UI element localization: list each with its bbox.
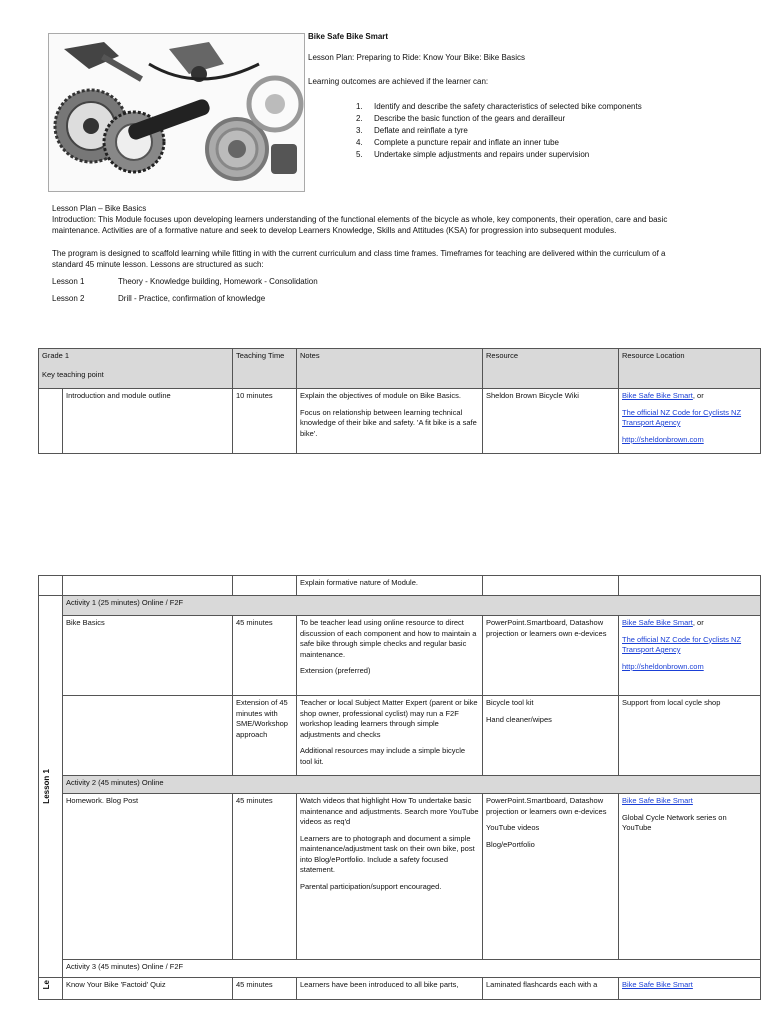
notes-cell: Learners have been introduced to all bike parts, [297, 978, 483, 1000]
outcome-item: 3. Deflate and reinflate a tyre [356, 126, 468, 135]
table-row [39, 389, 761, 454]
bike-components-illustration [49, 34, 304, 191]
time-cell: 10 minutes [233, 389, 297, 454]
table-row [39, 978, 761, 1000]
grade-table [38, 348, 761, 454]
lesson1-label-cell: Lesson 1 [39, 596, 63, 978]
time-cell: 45 minutes [233, 616, 297, 696]
lesson-table [38, 575, 761, 1000]
notes-cell: Watch videos that highlight How To undertake basic maintenance and adjustments. Search more YouTube videos as req'd Learners are to photograph and document a simple maintenance/adjustment task on their own bike, post into Blog/ePortfolio. Include a safety focused statement. Parental participation/support encouraged. [297, 794, 483, 960]
location-cell [619, 978, 761, 1000]
lesson2-label-cell: Le [39, 978, 63, 1000]
resource-cell: PowerPoint.Smartboard, Datashow projection or learners own e-devices YouTube videos Blog/ePortfolio [483, 794, 619, 960]
sheldon-brown-link[interactable]: http://sheldonbrown.com [622, 661, 704, 671]
bike-components-photo [48, 33, 305, 192]
outcomes-list [356, 101, 686, 161]
location-cell: Bike Safe Bike Smart, or The official NZ Code for Cyclists NZ Transport Agency http://sheldonbrown.com [619, 616, 761, 696]
lesson2-line: Lesson 2 Drill - Practice, confirmation of knowledge [52, 294, 266, 303]
location-cell: Bike Safe Bike Smart, or The official NZ Code for Cyclists NZ Transport Agency http://sheldonbrown.com [619, 389, 761, 454]
lesson-plan-title: Lesson Plan: Preparing to Ride: Know Your Bike: Bike Basics [308, 53, 526, 62]
teaching-time-header: Teaching Time [233, 349, 297, 389]
resource-cell: Bicycle tool kit Hand cleaner/wipes [483, 696, 619, 776]
bike-safe-link[interactable]: Bike Safe Bike Smart [622, 796, 693, 805]
table-row [39, 576, 761, 596]
resource-location-header: Resource Location [619, 349, 761, 389]
topic-cell: Introduction and module outline [63, 389, 233, 454]
notes-cell: Explain formative nature of Module. [297, 576, 483, 596]
topic-cell: Know Your Bike 'Factoid' Quiz [63, 978, 233, 1000]
sheldon-brown-link[interactable]: http://sheldonbrown.com [622, 434, 704, 444]
activity-row [39, 776, 761, 794]
outcome-item: 5. Undertake simple adjustments and repairs under supervision [356, 150, 590, 159]
outcome-item: 1. Identify and describe the safety characteristics of selected bike components [356, 102, 642, 111]
notes-cell: Teacher or local Subject Matter Expert (parent or bike shop owner, professional cyclist) may run a F2F workshop leading learners through simple adjustments and checks Additional resources may include a simple bicycle tool kit. [297, 696, 483, 776]
outcome-item: 4. Complete a puncture repair and inflate an inner tube [356, 138, 560, 147]
table-row [39, 616, 761, 696]
outcomes-intro: Learning outcomes are achieved if the learner can: [308, 77, 489, 86]
notes-cell: Explain the objectives of module on Bike Basics. Focus on relationship between learning technical knowledge of their bike and safety. 'A fit bike is a safe bike'. [297, 389, 483, 454]
table-row [39, 794, 761, 960]
bike-safe-link[interactable]: Bike Safe Bike Smart [622, 618, 693, 627]
grade-header: Grade 1 Key teaching point [39, 349, 233, 389]
intro-heading: Lesson Plan – Bike Basics [52, 204, 147, 213]
document-title: Bike Safe Bike Smart [308, 32, 389, 41]
bike-safe-link[interactable]: Bike Safe Bike Smart [622, 980, 693, 989]
notes-header: Notes [297, 349, 483, 389]
nz-code-link[interactable]: The official NZ Code for Cyclists NZ Transport Agency [622, 634, 742, 654]
outcome-item: 2. Describe the basic function of the gears and derailleur [356, 114, 566, 123]
scaffold-paragraph: The program is designed to scaffold learning while fitting in with the current curriculum and class time frames. Timeframes for teaching are delivered within the curriculum of a standard 45 minute lesson. Lessons are structured as such: [52, 249, 666, 269]
bike-safe-link[interactable]: Bike Safe Bike Smart [622, 391, 693, 400]
topic-cell: Bike Basics [63, 616, 233, 696]
activity1-heading: Activity 1 (25 minutes) Online / F2F [63, 596, 761, 616]
location-cell: Support from local cycle shop [619, 696, 761, 776]
activity-row [39, 596, 761, 616]
time-cell: 45 minutes [233, 794, 297, 960]
resource-cell: Sheldon Brown Bicycle Wiki [483, 389, 619, 454]
notes-cell: To be teacher lead using online resource to direct discussion of each component and how to maintain a safe bike through simple checks and regular basic maintenance. Extension (preferred) [297, 616, 483, 696]
topic-cell: Homework. Blog Post [63, 794, 233, 960]
activity-row [39, 960, 761, 978]
resource-cell: PowerPoint.Smartboard, Datashow projection or learners own e-devices [483, 616, 619, 696]
lesson1-line: Lesson 1 Theory - Knowledge building, Homework - Consolidation [52, 277, 318, 286]
nz-code-link[interactable]: The official NZ Code for Cyclists NZ Transport Agency [622, 407, 742, 427]
activity3-heading: Activity 3 (45 minutes) Online / F2F [63, 960, 761, 978]
resource-header: Resource [483, 349, 619, 389]
intro-paragraph: Introduction: This Module focuses upon developing learners understanding of the functional elements of the bicycle as whole, key components, their operation, care and basic maintenance. Activities are of a formative nature and seek to develop Learners Knowledge, Skills and Attitudes (KSA) for progression into subsequent modules. [52, 215, 668, 235]
activity2-heading: Activity 2 (45 minutes) Online [63, 776, 761, 794]
table-row [39, 696, 761, 776]
location-cell: Bike Safe Bike Smart Global Cycle Network series on YouTube [619, 794, 761, 960]
time-cell: Extension of 45 minutes with SME/Workshop approach [233, 696, 297, 776]
intro-section [52, 203, 692, 304]
resource-cell: Laminated flashcards each with a [483, 978, 619, 1000]
time-cell: 45 minutes [233, 978, 297, 1000]
